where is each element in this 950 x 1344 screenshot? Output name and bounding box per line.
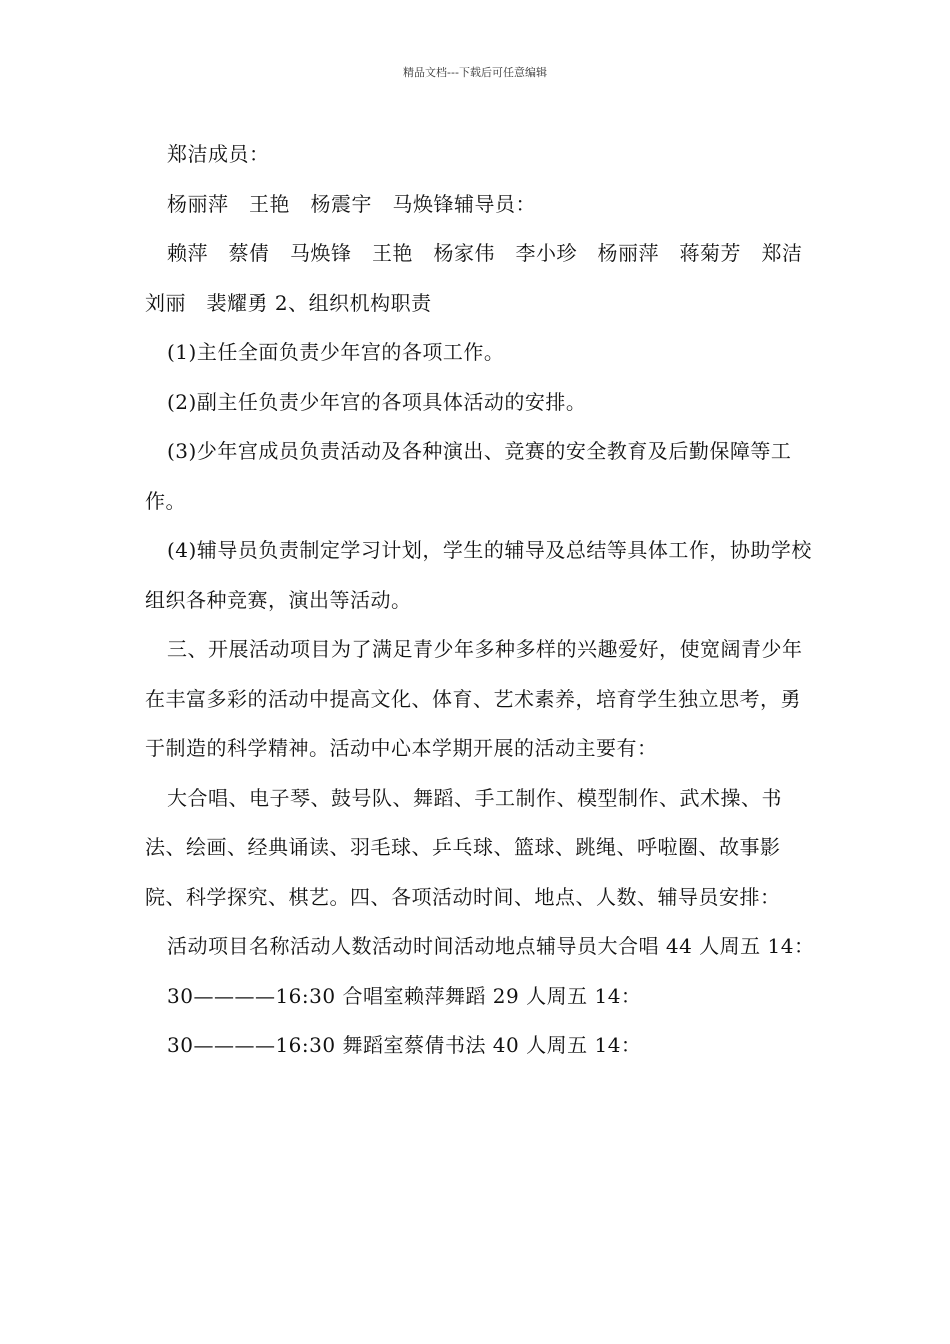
paragraph-duty-2: (2)副主任负责少年宫的各项具体活动的安排。 <box>167 389 587 414</box>
paragraph-section-three: 三、开展活动项目为了满足青少年多种多样的兴趣爱好，使宽阔青少年在丰富多彩的活动中提高文化、体育、艺术素养，培育学生独立思考，勇于制造的科学精神。活动中心本学期开展的活动主要有： <box>145 637 803 760</box>
paragraph-schedule-line-1: 30————16:30 合唱室赖萍舞蹈 29 人周五 14： <box>167 983 642 1008</box>
paragraph-members-list: 杨丽萍 王艳 杨震宇 马焕锋辅导员： <box>167 191 536 216</box>
paragraph-counselors-list: 赖萍 蔡倩 马焕锋 王艳 杨家伟 李小珍 杨丽萍 蒋菊芳 郑洁 刘丽 裴耀勇 2、组织机构职责 <box>145 241 823 315</box>
page-header: 精品文档---下载后可任意编辑 <box>403 66 547 79</box>
paragraph-duty-3: (3)少年宫成员负责活动及各种演出、竞赛的安全教育及后勤保障等工作。 <box>145 439 792 513</box>
paragraph-schedule-line-2: 30————16:30 舞蹈室蔡倩书法 40 人周五 14： <box>167 1033 642 1057</box>
paragraph-duty-1: (1)主任全面负责少年宫的各项工作。 <box>167 340 505 364</box>
paragraph-duty-4: (4)辅导员负责制定学习计划，学生的辅导及总结等具体工作，协助学校组织各种竞赛，演出等活动。 <box>145 538 812 612</box>
paragraph-schedule-header: 活动项目名称活动人数活动时间活动地点辅导员大合唱 44 人周五 14： <box>167 934 815 958</box>
document-body <box>145 130 823 1071</box>
paragraph-activity-list: 大合唱、电子琴、鼓号队、舞蹈、手工制作、模型制作、武术操、书法、绘画、经典诵读、羽毛球、乒乓球、篮球、跳绳、呼啦圈、故事影院、科学探究、棋艺。四、各项活动时间、地点、人数、辅导员安排： <box>145 785 782 909</box>
paragraph-members-zheng-jie: 郑洁成员： <box>167 142 270 166</box>
